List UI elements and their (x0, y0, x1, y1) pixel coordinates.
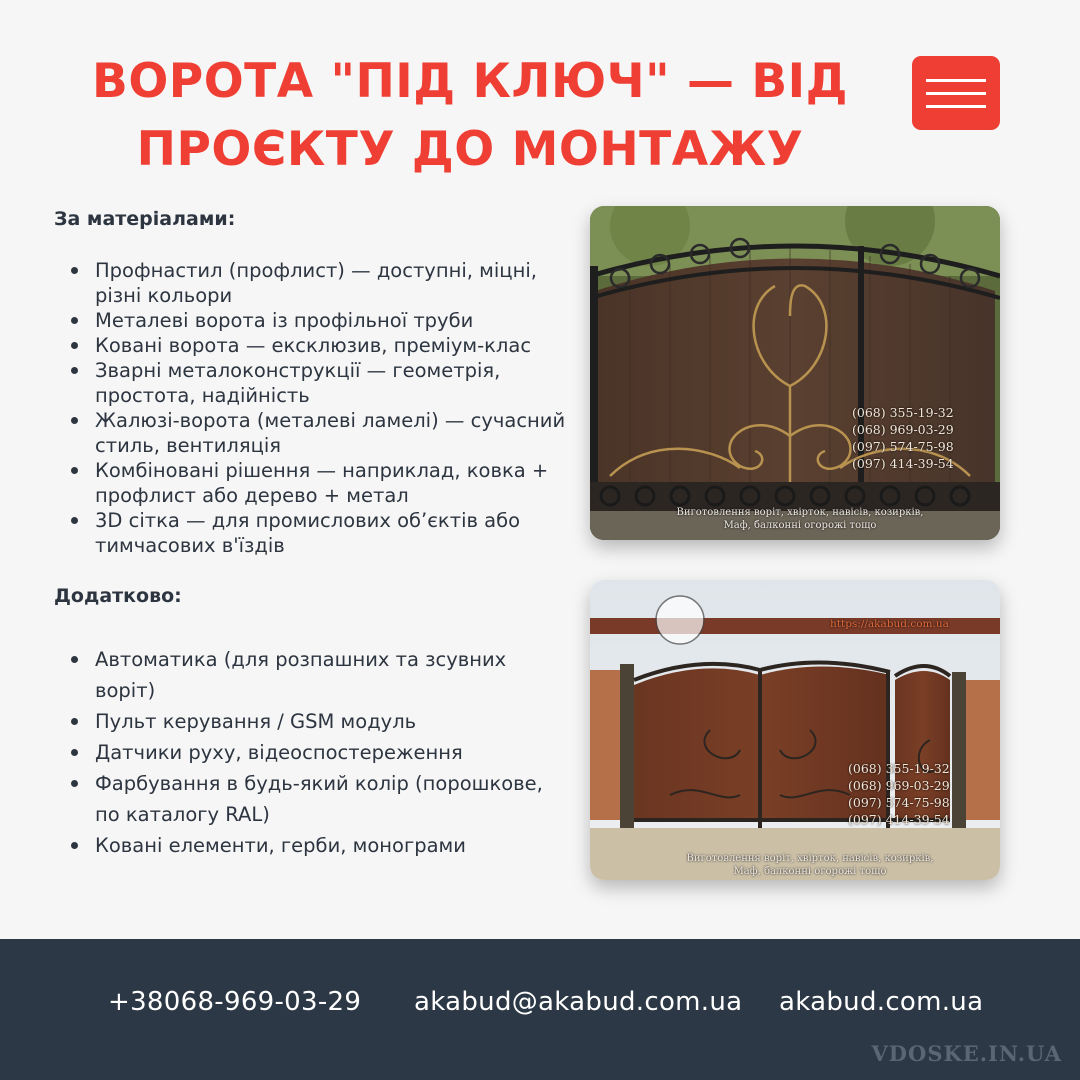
list-item: Комбіновані рішення — наприклад, ковка + профлист або дерево + метал (95, 458, 575, 508)
menu-line (926, 105, 986, 108)
list-item: Автоматика (для розпашних та зсувних воріт) (95, 644, 565, 706)
phone-number: (097) 414-39-54 (848, 812, 950, 827)
list-item: Жалюзі-ворота (металеві ламелі) — сучасний стиль, вентиляція (95, 408, 575, 458)
phone-list (848, 760, 950, 828)
page-title: ВОРОТА "ПІД КЛЮЧ" — ВІД ПРОЄКТУ ДО МОНТАЖУ (92, 54, 848, 177)
phone-number: (068) 969-03-29 (852, 422, 954, 437)
list-item: Металеві ворота із профільної труби (95, 308, 575, 333)
list-item: Датчики руху, відеоспостереження (95, 737, 565, 768)
materials-heading: За матеріалами: (54, 208, 236, 230)
menu-line (926, 79, 986, 82)
phone-number: (068) 355-19-32 (852, 405, 954, 420)
phone-number: (097) 414-39-54 (852, 456, 954, 471)
list-item: Профнастил (профлист) — доступні, міцні, різні кольори (95, 258, 575, 308)
photo-caption (620, 852, 1000, 878)
list-item: Зварні металоконструкції — геометрія, простота, надійність (95, 358, 575, 408)
caption-line: Виготовлення воріт, хвірток, навісів, козирків, (676, 507, 924, 518)
additional-list (95, 644, 565, 861)
gate-photo-1[interactable] (590, 206, 1000, 540)
list-item: Пульт керування / GSM модуль (95, 706, 565, 737)
hamburger-menu-icon[interactable] (912, 56, 1000, 130)
phone-number: (068) 355-19-32 (848, 761, 950, 776)
menu-line (926, 92, 986, 95)
phone-number: (097) 574-75-98 (848, 795, 950, 810)
caption-line: Маф, балконні огорожі тощо (733, 866, 887, 877)
gate-photo-2[interactable] (590, 580, 1000, 880)
gate-image (590, 206, 1000, 540)
phone-number: (097) 574-75-98 (852, 439, 954, 454)
list-item: 3D сітка — для промислових об’єктів або тимчасових в'їздів (95, 508, 575, 558)
photo-watermark-url: https://akabud.com.ua (830, 618, 949, 630)
footer-email-link[interactable]: akabud@akabud.com.ua (414, 987, 743, 1017)
caption-line: Виготовлення воріт, хвірток, навісів, козирків, (686, 853, 934, 864)
list-item: Ковані ворота — ексклюзив, преміум-клас (95, 333, 575, 358)
site-watermark: VDOSKE.IN.UA (871, 1041, 1062, 1066)
caption-line: Маф, балконні огорожі тощо (723, 520, 877, 531)
footer-site-link[interactable]: akabud.com.ua (779, 987, 984, 1017)
materials-list (95, 258, 575, 558)
footer-phone-link[interactable]: +38068-969-03-29 (108, 987, 362, 1017)
list-item: Ковані елементи, герби, монограми (95, 830, 565, 861)
phone-list (852, 404, 954, 472)
list-item: Фарбування в будь-який колір (порошкове, по каталогу RAL) (95, 768, 565, 830)
photo-caption (600, 506, 1000, 532)
phone-number: (068) 969-03-29 (848, 778, 950, 793)
additional-heading: Додатково: (54, 585, 182, 607)
footer (0, 939, 1080, 1080)
